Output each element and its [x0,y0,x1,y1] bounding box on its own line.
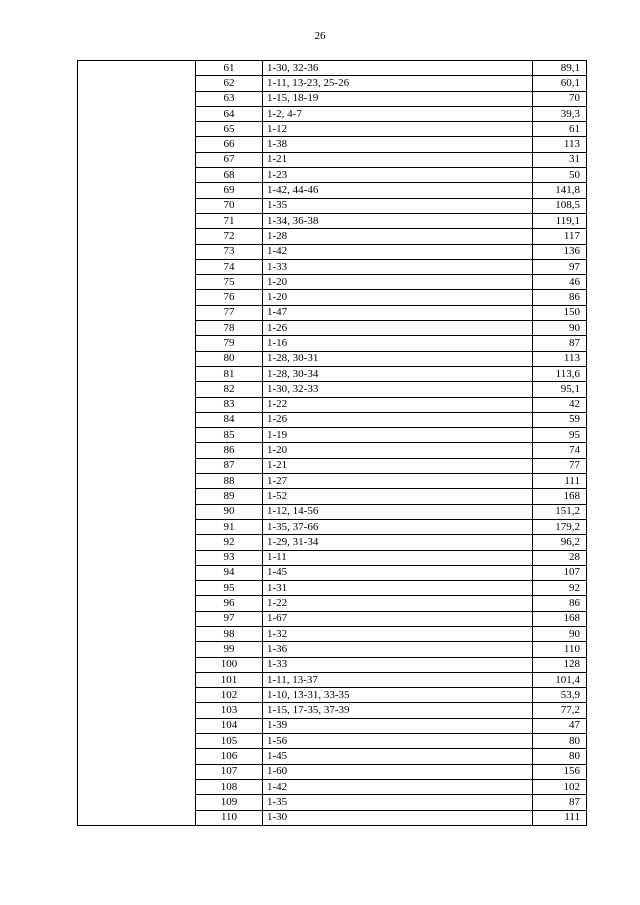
row-value-cell: 168 [533,489,587,504]
row-value-cell: 87 [533,795,587,810]
row-value-cell: 60,1 [533,76,587,91]
table-body [78,61,587,826]
row-items-cell: 1-23 [263,168,533,183]
row-value-cell: 150 [533,305,587,320]
row-value-cell: 74 [533,443,587,458]
row-items-cell: 1-22 [263,596,533,611]
row-items-cell: 1-11, 13-23, 25-26 [263,76,533,91]
row-number-cell: 83 [196,397,263,412]
row-value-cell: 61 [533,122,587,137]
row-items-cell: 1-39 [263,718,533,733]
row-number-cell: 103 [196,703,263,718]
row-value-cell: 111 [533,810,587,825]
row-number-cell: 98 [196,626,263,641]
row-value-cell: 111 [533,474,587,489]
row-value-cell: 96,2 [533,535,587,550]
row-value-cell: 141,8 [533,183,587,198]
row-number-cell: 72 [196,229,263,244]
row-items-cell: 1-28, 30-34 [263,366,533,381]
row-value-cell: 113 [533,137,587,152]
row-items-cell: 1-35 [263,795,533,810]
row-items-cell: 1-28 [263,229,533,244]
row-value-cell: 90 [533,321,587,336]
row-value-cell: 168 [533,611,587,626]
row-value-cell: 46 [533,275,587,290]
row-items-cell: 1-38 [263,137,533,152]
row-value-cell: 108,5 [533,198,587,213]
row-items-cell: 1-20 [263,290,533,305]
row-items-cell: 1-30, 32-33 [263,382,533,397]
row-value-cell: 28 [533,550,587,565]
row-number-cell: 79 [196,336,263,351]
row-number-cell: 71 [196,213,263,228]
row-number-cell: 94 [196,565,263,580]
row-number-cell: 68 [196,168,263,183]
row-number-cell: 91 [196,519,263,534]
row-items-cell: 1-26 [263,412,533,427]
row-items-cell: 1-34, 36-38 [263,213,533,228]
row-number-cell: 65 [196,122,263,137]
row-value-cell: 95,1 [533,382,587,397]
row-value-cell: 80 [533,734,587,749]
row-number-cell: 95 [196,581,263,596]
row-number-cell: 74 [196,259,263,274]
row-value-cell: 59 [533,412,587,427]
row-number-cell: 88 [196,474,263,489]
row-value-cell: 156 [533,764,587,779]
row-value-cell: 107 [533,565,587,580]
page-number: 26 [314,30,326,42]
row-number-cell: 90 [196,504,263,519]
row-value-cell: 86 [533,290,587,305]
row-value-cell: 110 [533,642,587,657]
row-items-cell: 1-33 [263,657,533,672]
row-items-cell: 1-60 [263,764,533,779]
row-items-cell: 1-30, 32-36 [263,61,533,76]
row-number-cell: 92 [196,535,263,550]
row-items-cell: 1-26 [263,321,533,336]
row-number-cell: 106 [196,749,263,764]
row-value-cell: 95 [533,428,587,443]
merged-empty-cell [78,61,196,826]
row-items-cell: 1-42, 44-46 [263,183,533,198]
row-items-cell: 1-35, 37-66 [263,519,533,534]
row-value-cell: 87 [533,336,587,351]
row-items-cell: 1-31 [263,581,533,596]
row-items-cell: 1-45 [263,749,533,764]
row-number-cell: 64 [196,106,263,121]
row-number-cell: 109 [196,795,263,810]
row-items-cell: 1-12 [263,122,533,137]
row-items-cell: 1-30 [263,810,533,825]
row-number-cell: 61 [196,61,263,76]
row-items-cell: 1-28, 30-31 [263,351,533,366]
row-value-cell: 97 [533,259,587,274]
row-value-cell: 102 [533,779,587,794]
row-number-cell: 84 [196,412,263,427]
row-number-cell: 70 [196,198,263,213]
row-number-cell: 102 [196,688,263,703]
row-number-cell: 97 [196,611,263,626]
row-value-cell: 128 [533,657,587,672]
row-items-cell: 1-36 [263,642,533,657]
row-number-cell: 69 [196,183,263,198]
row-value-cell: 31 [533,152,587,167]
row-value-cell: 101,4 [533,672,587,687]
row-number-cell: 81 [196,366,263,381]
row-number-cell: 89 [196,489,263,504]
row-items-cell: 1-45 [263,565,533,580]
row-number-cell: 100 [196,657,263,672]
row-value-cell: 90 [533,626,587,641]
row-value-cell: 47 [533,718,587,733]
row-items-cell: 1-10, 13-31, 33-35 [263,688,533,703]
row-number-cell: 108 [196,779,263,794]
row-items-cell: 1-33 [263,259,533,274]
row-number-cell: 77 [196,305,263,320]
row-number-cell: 87 [196,458,263,473]
row-items-cell: 1-12, 14-56 [263,504,533,519]
row-value-cell: 119,1 [533,213,587,228]
row-value-cell: 53,9 [533,688,587,703]
row-items-cell: 1-20 [263,443,533,458]
row-items-cell: 1-67 [263,611,533,626]
row-items-cell: 1-20 [263,275,533,290]
row-number-cell: 105 [196,734,263,749]
row-value-cell: 89,1 [533,61,587,76]
row-items-cell: 1-11, 13-37 [263,672,533,687]
row-number-cell: 82 [196,382,263,397]
row-number-cell: 101 [196,672,263,687]
row-items-cell: 1-19 [263,428,533,443]
row-value-cell: 179,2 [533,519,587,534]
row-number-cell: 62 [196,76,263,91]
row-value-cell: 113 [533,351,587,366]
row-value-cell: 77 [533,458,587,473]
row-number-cell: 86 [196,443,263,458]
row-value-cell: 92 [533,581,587,596]
row-number-cell: 93 [196,550,263,565]
row-items-cell: 1-15, 17-35, 37-39 [263,703,533,718]
row-items-cell: 1-29, 31-34 [263,535,533,550]
row-value-cell: 113,6 [533,366,587,381]
row-number-cell: 107 [196,764,263,779]
row-number-cell: 75 [196,275,263,290]
row-value-cell: 117 [533,229,587,244]
row-items-cell: 1-2, 4-7 [263,106,533,121]
row-number-cell: 76 [196,290,263,305]
row-items-cell: 1-47 [263,305,533,320]
row-value-cell: 80 [533,749,587,764]
row-number-cell: 80 [196,351,263,366]
row-items-cell: 1-21 [263,152,533,167]
row-number-cell: 85 [196,428,263,443]
row-value-cell: 42 [533,397,587,412]
row-items-cell: 1-27 [263,474,533,489]
row-number-cell: 110 [196,810,263,825]
row-number-cell: 73 [196,244,263,259]
row-items-cell: 1-32 [263,626,533,641]
row-items-cell: 1-16 [263,336,533,351]
row-value-cell: 151,2 [533,504,587,519]
row-items-cell: 1-15, 18-19 [263,91,533,106]
row-value-cell: 77,2 [533,703,587,718]
row-value-cell: 70 [533,91,587,106]
row-number-cell: 66 [196,137,263,152]
data-table [77,60,587,826]
row-value-cell: 39,3 [533,106,587,121]
row-items-cell: 1-56 [263,734,533,749]
row-value-cell: 136 [533,244,587,259]
row-number-cell: 63 [196,91,263,106]
row-items-cell: 1-35 [263,198,533,213]
table-row [78,61,587,76]
row-value-cell: 50 [533,168,587,183]
row-value-cell: 86 [533,596,587,611]
row-number-cell: 67 [196,152,263,167]
row-items-cell: 1-21 [263,458,533,473]
row-items-cell: 1-11 [263,550,533,565]
row-items-cell: 1-42 [263,779,533,794]
row-items-cell: 1-52 [263,489,533,504]
row-number-cell: 99 [196,642,263,657]
row-items-cell: 1-22 [263,397,533,412]
row-number-cell: 78 [196,321,263,336]
row-items-cell: 1-42 [263,244,533,259]
row-number-cell: 96 [196,596,263,611]
row-number-cell: 104 [196,718,263,733]
